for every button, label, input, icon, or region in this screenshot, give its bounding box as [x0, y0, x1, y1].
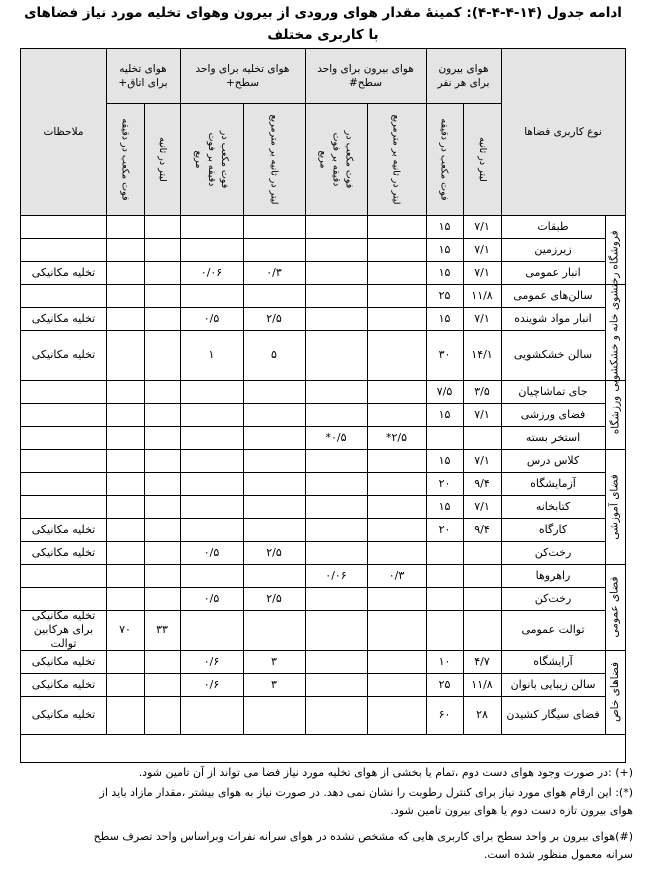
- row-outdoor-area-cfm: [305, 307, 367, 330]
- row-outdoor-area-cfm: [305, 472, 367, 495]
- row-exhaust-room-cfm: [106, 650, 144, 673]
- row-outdoor-person-lps: [463, 541, 501, 564]
- row-space-name: طبقات: [537, 219, 569, 233]
- row-exhaust-room-cfm: [106, 307, 144, 330]
- row-outdoor-area-cfm: [305, 261, 367, 284]
- row-space-name: فضای سیگار کشیدن: [506, 708, 600, 721]
- unit-cfm-header: [106, 103, 144, 215]
- category-group-label: فضاهای خاص: [609, 661, 622, 723]
- grid-line: [463, 103, 464, 215]
- grid-line: [426, 215, 427, 734]
- grid-line: [501, 215, 502, 734]
- row-exhaust-room-lps: [144, 449, 180, 472]
- row-outdoor-area-lps: [367, 380, 426, 403]
- row-exhaust-area-lps: [243, 518, 305, 541]
- row-exhaust-room-lps: [144, 307, 180, 330]
- row-outdoor-person-lps: ۹/۴: [474, 476, 490, 490]
- table-title: [0, 2, 646, 46]
- row-exhaust-area-lps: [243, 696, 305, 734]
- row-exhaust-area-cfm: [180, 495, 243, 518]
- row-exhaust-room-cfm: [106, 403, 144, 426]
- row-space-name: فضای ورزشی: [520, 407, 586, 421]
- row-outdoor-area-lps: [367, 472, 426, 495]
- row-outdoor-area-lps: [367, 673, 426, 696]
- row-exhaust-room-cfm: [106, 472, 144, 495]
- row-space-name: آزمایشگاه: [530, 476, 576, 490]
- row-exhaust-room-lps: [144, 541, 180, 564]
- row-exhaust-area-lps: ۳: [271, 677, 277, 691]
- row-exhaust-area-cfm: [180, 610, 243, 650]
- title-line-2: با کاربری مختلف: [267, 27, 379, 43]
- row-outdoor-area-lps: [367, 449, 426, 472]
- row-outdoor-person-lps: [463, 564, 501, 587]
- row-space-name: انبار مواد شوینده: [514, 311, 592, 325]
- row-note: [21, 449, 106, 472]
- row-exhaust-area-lps: ۲/۵: [266, 311, 282, 325]
- row-outdoor-person-cfm: ۱۵: [438, 242, 451, 256]
- row-outdoor-person-cfm: ۲۵: [438, 677, 451, 691]
- footnote-star-line-1: (*): این ارقام هوای مورد نیاز برای کنترل رطوبت را نشان نمی دهد. در صورت نیاز به هوای بیشتر ،مقدار مازاد باید از: [99, 786, 633, 799]
- row-note: تخلیه مکانیکی: [31, 311, 96, 325]
- row-exhaust-room-lps: [144, 495, 180, 518]
- row-outdoor-person-cfm: ۱۵: [438, 407, 451, 421]
- row-exhaust-room-lps: [144, 330, 180, 380]
- grid-line: [426, 49, 427, 215]
- row-outdoor-person-lps: ۷/۱: [474, 219, 490, 233]
- row-exhaust-room-lps: ۳۳: [156, 623, 168, 636]
- row-space-name: سالن‌های عمومی: [513, 288, 593, 302]
- row-exhaust-room-cfm: [106, 696, 144, 734]
- row-outdoor-area-cfm: [305, 238, 367, 261]
- row-outdoor-area-cfm: [305, 215, 367, 238]
- row-outdoor-area-lps: [367, 495, 426, 518]
- footnote-hash-line-2: سرانه معمول منظور شده است.: [483, 848, 633, 861]
- row-outdoor-area-cfm: [305, 449, 367, 472]
- row-note: [21, 495, 106, 518]
- row-outdoor-area-lps: [367, 696, 426, 734]
- row-outdoor-person-cfm: [426, 564, 463, 587]
- row-exhaust-room-cfm: [106, 673, 144, 696]
- row-outdoor-area-lps: [367, 238, 426, 261]
- row-outdoor-area-lps: [367, 650, 426, 673]
- row-outdoor-area-cfm: [305, 380, 367, 403]
- row-space-name: کارگاه: [538, 522, 568, 536]
- row-outdoor-person-cfm: ۲۰: [438, 476, 451, 490]
- row-exhaust-room-lps: [144, 696, 180, 734]
- row-exhaust-room-cfm: [106, 518, 144, 541]
- row-outdoor-person-cfm: ۱۵: [438, 311, 451, 325]
- unit-cfm-ft2-label: فوت مکعب در دقیقه بر فوت مربع: [193, 130, 230, 188]
- footnote-star-line-2: هوای بیرون تازه دست دوم یا هوای بیرون تامین شود.: [390, 804, 633, 817]
- row-space-name: زیرزمین: [534, 242, 572, 256]
- category-group: [605, 449, 625, 564]
- unit-lps-header: [463, 103, 501, 215]
- unit-lps-label: لیتر در ثانیه: [156, 136, 168, 182]
- row-outdoor-person-cfm: ۱۵: [438, 499, 451, 513]
- row-note: تخلیه مکانیکی: [31, 708, 96, 721]
- row-outdoor-area-lps: [367, 610, 426, 650]
- row-exhaust-area-lps: [243, 564, 305, 587]
- row-exhaust-area-lps: [243, 495, 305, 518]
- row-note: [21, 215, 106, 238]
- row-space-name: سالن زیبایی بانوان: [510, 677, 596, 691]
- row-outdoor-area-lps: ۰/۳: [388, 568, 405, 582]
- grid-line: [305, 215, 306, 734]
- row-note: [21, 587, 106, 610]
- row-exhaust-room-lps: [144, 564, 180, 587]
- grid-line: [106, 49, 107, 215]
- row-note: [21, 238, 106, 261]
- row-exhaust-area-cfm: [180, 403, 243, 426]
- grid-line: [144, 215, 145, 734]
- header-exhaust-per-area: هوای تخلیه برای واحد سطح+: [195, 63, 290, 89]
- row-outdoor-person-lps: ۷/۱: [474, 453, 490, 467]
- grid-line: [501, 49, 502, 215]
- row-outdoor-area-lps: [367, 215, 426, 238]
- row-note: تخلیه مکانیکی: [31, 545, 96, 559]
- row-note: تخلیه مکانیکی: [31, 522, 96, 536]
- row-exhaust-area-cfm: [180, 426, 243, 449]
- row-note: تخلیه مکانیکی: [31, 348, 96, 361]
- header-notes: ملاحظات: [43, 126, 84, 138]
- row-exhaust-area-lps: [243, 380, 305, 403]
- row-exhaust-area-lps: [243, 215, 305, 238]
- row-outdoor-person-lps: ۷/۱: [474, 407, 490, 421]
- row-exhaust-area-lps: ۲/۵: [266, 591, 282, 605]
- row-exhaust-room-cfm: [106, 541, 144, 564]
- unit-cfm-label: فوت مکعب در دقیقه: [439, 117, 450, 201]
- unit-cfm-ft2-header: [305, 103, 367, 215]
- row-note: تخلیه مکانیکی: [31, 265, 96, 279]
- title-line-1: ادامه جدول (۱۴-۴-۴-۴): کمینهٔ مقدار هوای ورودی از بیرون وهوای تخلیه مورد نیاز فضاهای: [24, 5, 622, 21]
- row-note: [21, 403, 106, 426]
- row-outdoor-area-cfm: ۰/۰۶: [325, 568, 347, 582]
- row-outdoor-person-lps: ۷/۱: [474, 242, 490, 256]
- row-outdoor-area-cfm: [305, 610, 367, 650]
- row-outdoor-person-cfm: ۲۵: [438, 288, 451, 302]
- category-group: [605, 272, 625, 392]
- row-space-name: استخر بسته: [525, 430, 581, 444]
- row-exhaust-area-lps: ۰/۳: [266, 265, 282, 279]
- row-outdoor-person-lps: ۳/۵: [474, 384, 490, 398]
- row-exhaust-area-lps: [243, 238, 305, 261]
- unit-lps-m2-header: [243, 103, 305, 215]
- row-outdoor-area-lps: [367, 587, 426, 610]
- row-outdoor-area-cfm: [305, 696, 367, 734]
- unit-lps-m2-label: لیتر در ثانیه بر مترمربع: [268, 113, 280, 205]
- row-outdoor-person-lps: ۹/۴: [474, 522, 490, 536]
- row-outdoor-person-lps: [463, 587, 501, 610]
- row-outdoor-area-cfm: [305, 673, 367, 696]
- row-exhaust-room-cfm: [106, 215, 144, 238]
- row-exhaust-area-cfm: [180, 518, 243, 541]
- row-outdoor-person-cfm: ۲۰: [438, 522, 451, 536]
- row-note: [21, 564, 106, 587]
- row-exhaust-room-lps: [144, 403, 180, 426]
- row-exhaust-room-cfm: ۷۰: [119, 623, 131, 636]
- row-exhaust-area-cfm: [180, 215, 243, 238]
- row-outdoor-area-lps: [367, 307, 426, 330]
- row-exhaust-area-lps: ۳: [271, 654, 277, 668]
- row-space-name: انبار عمومی: [525, 265, 581, 279]
- grid-line: [180, 215, 181, 734]
- header-exhaust-per-room: هوای تخلیه برای اتاق+: [118, 63, 168, 89]
- row-outdoor-area-cfm: [305, 650, 367, 673]
- row-exhaust-room-lps: [144, 261, 180, 284]
- row-note: [21, 472, 106, 495]
- row-exhaust-area-cfm: ۰/۶: [203, 677, 220, 691]
- grid-line: [106, 215, 107, 734]
- grid-line: [367, 215, 368, 734]
- row-outdoor-area-cfm: [305, 330, 367, 380]
- grid-line: [144, 103, 145, 215]
- row-exhaust-area-cfm: [180, 380, 243, 403]
- row-outdoor-person-lps: ۷/۱: [474, 499, 490, 513]
- row-space-name: کلاس درس: [526, 453, 580, 467]
- row-outdoor-area-cfm: [305, 541, 367, 564]
- row-exhaust-room-cfm: [106, 564, 144, 587]
- row-outdoor-person-lps: [463, 426, 501, 449]
- unit-cfm-header: [426, 103, 463, 215]
- row-exhaust-area-cfm: [180, 564, 243, 587]
- row-exhaust-room-cfm: [106, 495, 144, 518]
- row-outdoor-person-lps: ۱۴/۱: [471, 348, 493, 361]
- row-outdoor-person-cfm: [426, 541, 463, 564]
- footnote-plus: (+) :در صورت وجود هوای دست دوم ،تمام یا بخشی از هوای تخلیه مورد نیاز فضا می تواند از آن تامین شود.: [138, 766, 633, 779]
- row-outdoor-area-cfm: [305, 495, 367, 518]
- category-group: [605, 380, 625, 449]
- row-exhaust-area-lps: [243, 472, 305, 495]
- row-exhaust-room-lps: [144, 284, 180, 307]
- row-outdoor-person-lps: ۴/۷: [474, 654, 490, 668]
- category-group-label: رختشوی خانه و خشکشویی: [609, 272, 621, 392]
- row-exhaust-room-lps: [144, 215, 180, 238]
- row-exhaust-area-cfm: ۰/۶: [203, 654, 220, 668]
- row-outdoor-area-lps: ۲/۵*: [385, 430, 408, 444]
- row-outdoor-person-cfm: ۷/۵: [436, 384, 453, 398]
- ventilation-table: [20, 48, 626, 763]
- row-note: تخلیه مکانیکی: [31, 654, 96, 668]
- row-exhaust-room-cfm: [106, 330, 144, 380]
- row-exhaust-area-cfm: ۰/۵: [203, 545, 220, 559]
- row-outdoor-area-cfm: ۰/۵*: [325, 430, 347, 444]
- row-outdoor-person-lps: ۷/۱: [474, 311, 490, 325]
- row-outdoor-person-cfm: ۱۰: [438, 654, 451, 668]
- row-exhaust-room-cfm: [106, 284, 144, 307]
- row-exhaust-room-cfm: [106, 587, 144, 610]
- row-space-name: راهروها: [535, 568, 571, 582]
- grid-line: [367, 103, 368, 215]
- row-outdoor-person-lps: ۲۸: [476, 708, 488, 721]
- row-outdoor-person-cfm: ۶۰: [438, 708, 451, 721]
- row-exhaust-area-cfm: [180, 284, 243, 307]
- row-outdoor-person-lps: ۷/۱: [474, 265, 490, 279]
- row-note: [21, 426, 106, 449]
- row-exhaust-area-cfm: [180, 696, 243, 734]
- row-outdoor-person-cfm: [426, 610, 463, 650]
- row-outdoor-person-lps: ۱۱/۸: [471, 288, 493, 302]
- row-exhaust-room-cfm: [106, 380, 144, 403]
- row-note: تخلیه مکانیکی: [31, 677, 96, 691]
- row-space-name: سالن خشکشویی: [513, 348, 593, 361]
- row-exhaust-area-lps: [243, 610, 305, 650]
- row-outdoor-person-lps: [463, 610, 501, 650]
- row-exhaust-area-cfm: [180, 238, 243, 261]
- row-exhaust-area-lps: [243, 449, 305, 472]
- row-outdoor-area-cfm: [305, 403, 367, 426]
- row-exhaust-room-lps: [144, 472, 180, 495]
- grid-line: [605, 734, 625, 735]
- unit-lps-label: لیتر در ثانیه: [476, 136, 488, 182]
- category-group-label: ورزشگاه: [609, 395, 622, 434]
- category-group-label: فضای عمومی: [609, 576, 621, 638]
- grid-line: [243, 215, 244, 734]
- row-space-name: رخت‌کن: [534, 545, 572, 559]
- row-outdoor-person-cfm: [426, 587, 463, 610]
- row-exhaust-area-cfm: ۰/۵: [203, 591, 220, 605]
- row-exhaust-room-lps: [144, 238, 180, 261]
- row-space-name: رخت‌کن: [534, 591, 572, 605]
- row-exhaust-area-lps: [243, 403, 305, 426]
- row-exhaust-room-lps: [144, 673, 180, 696]
- row-outdoor-area-lps: [367, 330, 426, 380]
- grid-line: [243, 103, 244, 215]
- row-outdoor-person-cfm: ۱۵: [438, 265, 451, 279]
- row-exhaust-room-lps: [144, 587, 180, 610]
- row-exhaust-area-lps: [243, 426, 305, 449]
- row-outdoor-area-lps: [367, 403, 426, 426]
- row-exhaust-area-cfm: [180, 449, 243, 472]
- row-exhaust-room-cfm: [106, 238, 144, 261]
- row-outdoor-area-lps: [367, 284, 426, 307]
- row-exhaust-area-lps: ۲/۵: [266, 545, 282, 559]
- row-space-name: جای تماشاچیان: [518, 384, 588, 398]
- grid-line: [21, 734, 605, 735]
- grid-line: [180, 49, 181, 215]
- row-exhaust-room-lps: [144, 650, 180, 673]
- header-outdoor-per-area: هوای بیرون برای واحد سطح#: [317, 63, 414, 89]
- row-exhaust-area-cfm: [180, 472, 243, 495]
- unit-cfm-ft2-label: فوت مکعب در دقیقه بر فوت مربع: [317, 130, 355, 188]
- row-note: [21, 284, 106, 307]
- row-outdoor-area-cfm: [305, 518, 367, 541]
- row-outdoor-person-cfm: ۳۰: [438, 348, 451, 361]
- grid-line: [305, 49, 306, 215]
- row-outdoor-person-cfm: ۱۵: [438, 219, 451, 233]
- row-note: [21, 380, 106, 403]
- unit-lps-header: [144, 103, 180, 215]
- row-outdoor-person-cfm: ۱۵: [438, 453, 451, 467]
- row-outdoor-area-lps: [367, 518, 426, 541]
- row-space-name: آرایشگاه: [533, 654, 573, 668]
- row-exhaust-room-cfm: [106, 261, 144, 284]
- category-group-label: فضای آموزشی: [609, 473, 621, 540]
- footnote-hash-line-1: (#)هوای بیرون بر واحد سطح برای کاربری هایی که مشخص نشده در هوای سرانه نفرات وبراساس واحد تصرف سطح: [93, 830, 633, 843]
- row-space-name: توالت عمومی: [521, 623, 585, 636]
- row-exhaust-area-cfm: ۰/۰۶: [200, 265, 223, 279]
- row-exhaust-room-lps: [144, 426, 180, 449]
- row-outdoor-area-lps: [367, 261, 426, 284]
- row-exhaust-area-cfm: ۰/۵: [203, 311, 220, 325]
- grid-line: [463, 215, 464, 734]
- row-exhaust-room-lps: [144, 380, 180, 403]
- row-outdoor-area-lps: [367, 541, 426, 564]
- header-outdoor-per-person: هوای بیرون برای هر نفر: [437, 63, 490, 89]
- row-outdoor-person-lps: ۱۱/۸: [471, 677, 493, 691]
- category-group-label: فروشگاه: [609, 229, 621, 270]
- row-exhaust-room-lps: [144, 518, 180, 541]
- row-exhaust-area-cfm: ۱: [208, 348, 215, 361]
- row-exhaust-room-cfm: [106, 426, 144, 449]
- row-exhaust-room-cfm: [106, 449, 144, 472]
- unit-cfm-ft2-header: [180, 103, 243, 215]
- header-usage: نوع کاربری فضاها: [524, 126, 602, 138]
- grid-line: [106, 103, 501, 104]
- unit-cfm-label: فوت مکعب در دقیقه: [119, 117, 131, 201]
- unit-lps-m2-label: لیتر در ثانیه بر مترمربع: [391, 113, 402, 205]
- category-group: [605, 650, 625, 734]
- row-space-name: کتابخانه: [535, 499, 571, 513]
- row-outdoor-area-cfm: [305, 587, 367, 610]
- row-outdoor-area-cfm: [305, 284, 367, 307]
- row-exhaust-area-lps: ۵: [271, 348, 277, 361]
- row-note: تخلیه مکانیکی برای هرکابین توالت: [31, 610, 96, 650]
- category-group: [605, 564, 625, 650]
- row-outdoor-person-cfm: [426, 426, 463, 449]
- unit-lps-m2-header: [367, 103, 426, 215]
- row-exhaust-area-lps: [243, 284, 305, 307]
